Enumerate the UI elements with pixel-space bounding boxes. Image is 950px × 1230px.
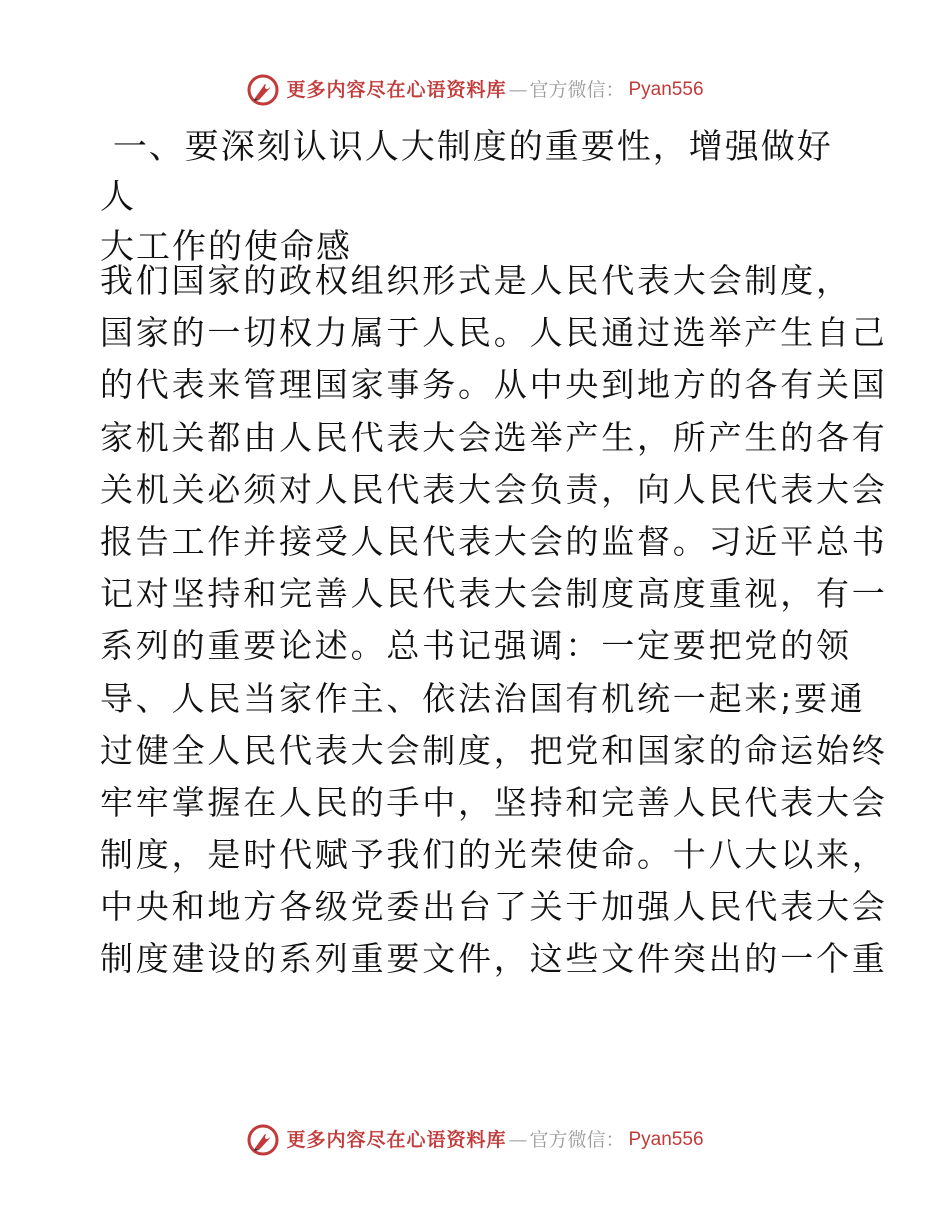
text-line: 家机关都由人民代表大会选举产生，所产生的各有 (100, 417, 888, 457)
watermark-brand: 更多内容尽在心语资料库 (286, 79, 507, 101)
watermark-wechat-label: 官方微信： (529, 1129, 625, 1151)
text-line: 中央和地方各级党委出台了关于加强人民代表大会 (100, 887, 888, 927)
watermark-wechat-id: Pyan556 (628, 1129, 704, 1150)
text-line: 报告工作并接受人民代表大会的监督。习近平总书 (100, 521, 888, 561)
text-line: 导、人民当家作主、依法治国有机统一起来;要通 (100, 678, 866, 718)
watermark-wechat-label: 官方微信： (529, 79, 625, 101)
pen-nib-logo-icon (246, 1123, 280, 1157)
pen-nib-logo-icon (246, 73, 280, 107)
watermark-dash: — (508, 1129, 528, 1151)
section-heading (100, 122, 860, 272)
text-line: 的代表来管理国家事务。从中央到地方的各有关国 (100, 365, 888, 405)
text-line: 关机关必须对人民代表大会负责，向人民代表大会 (100, 469, 888, 509)
heading-line: 一、要深刻认识人大制度的重要性，增强做好人 (100, 127, 833, 217)
text-line: 过健全人民代表大会制度，把党和国家的命运始终 (100, 730, 888, 770)
body-paragraph (100, 255, 888, 986)
text-line: 制度，是时代赋予我们的光荣使命。十八大以来， (100, 835, 888, 875)
text-line: 国家的一切权力属于人民。人民通过选举产生自己 (100, 313, 888, 353)
watermark-dash: — (508, 79, 528, 101)
text-line: 我们国家的政权组织形式是人民代表大会制度， (100, 261, 852, 300)
text-line: 制度建设的系列重要文件，这些文件突出的一个重 (100, 939, 888, 979)
header-watermark (0, 70, 950, 110)
watermark-brand: 更多内容尽在心语资料库 (286, 1129, 507, 1151)
text-line: 牢牢掌握在人民的手中，坚持和完善人民代表大会 (100, 782, 888, 822)
watermark-wechat-id: Pyan556 (628, 79, 704, 100)
heading-line: 大工作的使命感 (100, 227, 352, 267)
text-line: 系列的重要论述。总书记强调：一定要把党的领 (100, 626, 852, 666)
text-line: 记对坚持和完善人民代表大会制度高度重视，有一 (100, 574, 888, 614)
footer-watermark (0, 1120, 950, 1160)
